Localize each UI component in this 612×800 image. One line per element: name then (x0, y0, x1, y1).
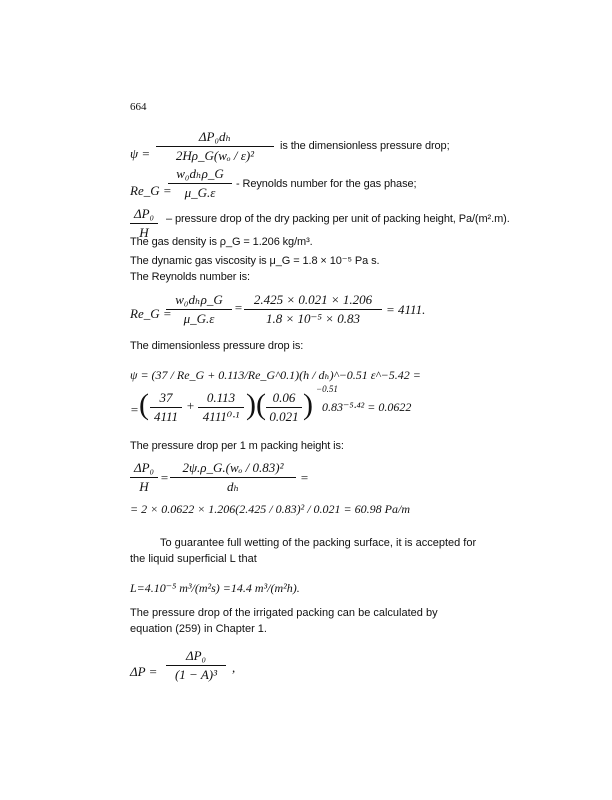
pd-intro: The pressure drop per 1 m packing height is: (130, 440, 344, 452)
frac-a-den: 4111 (153, 409, 179, 424)
psi-formula: ψ = (37 / Re_G + 0.113/Re_G^0.1)(h / dₕ)^−0.51 ε^−5.42 = (130, 368, 421, 382)
re-denominator: μ_G.ε (184, 185, 216, 200)
fraction-bar (166, 665, 226, 666)
final-num: ΔP₀ (185, 648, 207, 663)
psi-numerator: ΔP₀dₕ (198, 129, 232, 144)
l-value: L=4.10⁻⁵ m³/(m²s) =14.4 m³/(m²h). (130, 581, 300, 595)
pd-frac-2 (170, 460, 296, 495)
fraction-bar (266, 407, 302, 408)
re-calc-result: = 4111. (386, 302, 426, 317)
gas-viscosity-line: The dynamic gas viscosity is μ_G = 1.8 × 10⁻⁵ Pa s. (130, 255, 380, 267)
pd-den-2: dₕ (226, 479, 240, 494)
frac-b-den: 4111⁰·¹ (202, 409, 240, 424)
pd-eval: = 2 × 0.0622 × 1.206(2.425 / 0.83)² / 0.021 = 60.98 Pa/m (130, 502, 410, 516)
fraction-bar (244, 309, 382, 310)
psi-denominator: 2Hρ_G(wₒ / ε)² (175, 148, 255, 163)
final-den: (1 − A)³ (174, 667, 218, 682)
fraction-bar (166, 309, 232, 310)
wetting-paragraph: To guarantee full wetting of the packing surface, it is accepted for the liquid superficial L that (130, 537, 477, 565)
fraction-bar (150, 407, 182, 408)
pd-num-1: ΔP₀ (133, 460, 155, 475)
page-number: 664 (130, 101, 147, 113)
frac-c-num: 0.06 (272, 390, 296, 405)
re-fraction (168, 166, 232, 201)
psi-fraction (156, 129, 274, 164)
psi-description: is the dimensionless pressure drop; (280, 140, 450, 152)
fraction-bar (156, 146, 274, 147)
irrigated-paragraph: The pressure drop of the irrigated packing can be calculated by equation (259) in Chapter 1. (130, 607, 438, 635)
paren-close-2: ) (303, 388, 313, 421)
psi-eval-prefix: = (130, 402, 139, 417)
pd-den-1: H (139, 479, 149, 494)
fraction-bar (130, 223, 158, 224)
final-tail: , (232, 660, 236, 675)
psi-eval-tail: 0.83⁻⁵·⁴² = 0.0622 (322, 400, 412, 414)
psi-eval-frac-a (150, 390, 182, 425)
re-description: - Reynolds number for the gas phase; (236, 178, 417, 190)
frac-a-num: 37 (159, 390, 173, 405)
psi-eval-frac-b (198, 390, 244, 425)
dp-description: – pressure drop of the dry packing per unit of packing height, Pa/(m².m). (166, 213, 510, 225)
psi-eval-frac-c (266, 390, 302, 425)
paren-open-1: ( (139, 388, 149, 421)
gas-density-line: The gas density is ρ_G = 1.206 kg/m³. (130, 236, 313, 248)
re-calc-numerator-1: w₀dₕρ_G (175, 292, 223, 307)
pd-tail: = (300, 470, 309, 485)
psi-lhs: ψ = (130, 146, 151, 161)
reynolds-intro: The Reynolds number is: (130, 271, 250, 283)
re-calc-lhs: Re_G = (130, 306, 172, 321)
re-calc-denominator-2: 1.8 × 10⁻⁵ × 0.83 (266, 311, 360, 326)
dpd-intro: The dimensionless pressure drop is: (130, 340, 304, 352)
re-calc-equals: = (234, 300, 243, 315)
re-calc-denominator-1: μ_G.ε (183, 311, 215, 326)
paren-close-1: ) (246, 388, 256, 421)
re-numerator: w₀dₕρ_G (176, 166, 224, 181)
dp-denominator: H (139, 225, 149, 240)
frac-b-num: 0.113 (206, 390, 236, 405)
psi-eval-plus: + (186, 398, 195, 413)
frac-c-den: 0.021 (269, 409, 299, 424)
fraction-bar (198, 407, 244, 408)
pd-frac-1 (130, 460, 158, 495)
re-calc-numerator-2: 2.425 × 0.021 × 1.206 (253, 292, 373, 307)
re-lhs: Re_G = (130, 183, 172, 198)
pd-num-2: 2ψ.ρ_G.(wₒ / 0.83)² (182, 460, 284, 475)
paren-open-2: ( (256, 388, 266, 421)
psi-eval-exponent: −0.51 (316, 384, 338, 394)
final-lhs: ΔP = (130, 664, 158, 679)
fraction-bar (168, 183, 232, 184)
fraction-bar (170, 477, 296, 478)
fraction-bar (130, 477, 158, 478)
re-calc-fraction-1 (166, 292, 232, 327)
re-calc-fraction-2 (244, 292, 382, 327)
final-fraction (166, 648, 226, 683)
dp-numerator: ΔP₀ (133, 206, 155, 221)
pd-equals: = (160, 470, 169, 485)
